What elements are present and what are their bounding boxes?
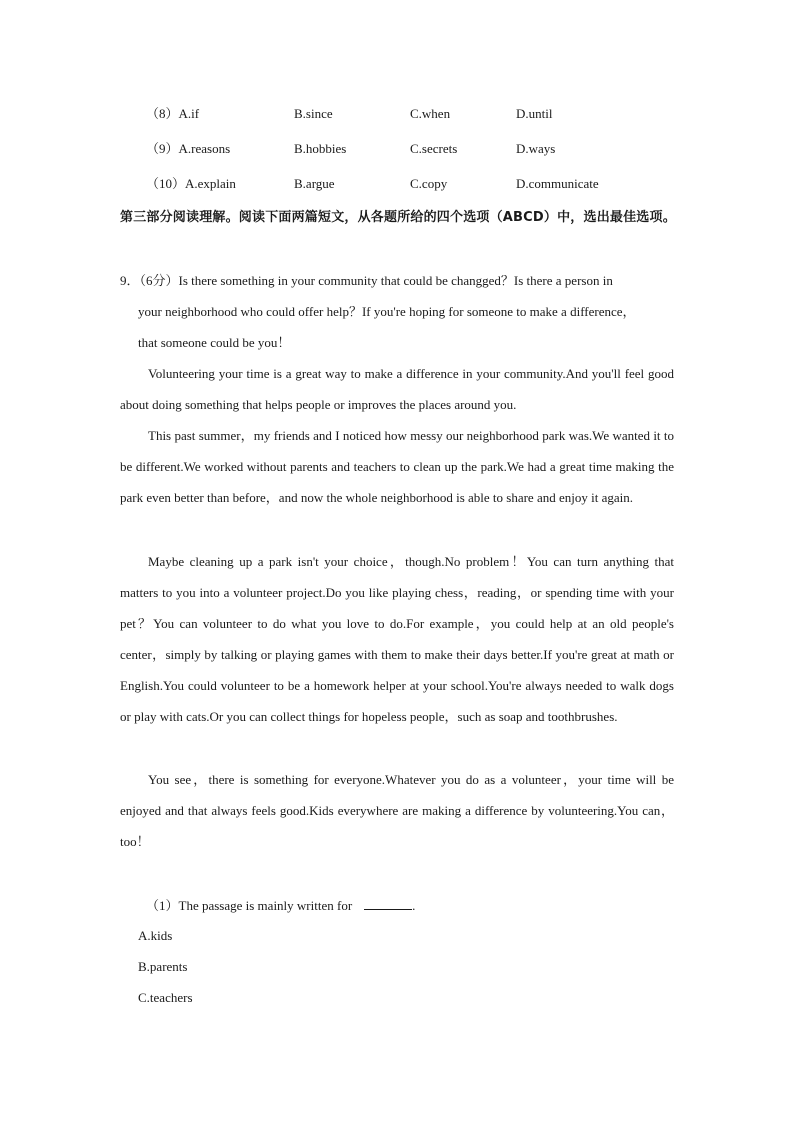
question-intro-2: your neighborhood who could offer help？If you're hoping for someone to make a difference， [138, 304, 636, 319]
option-a [146, 174, 236, 194]
option-d: D.ways [516, 141, 556, 156]
option-c: C.when [410, 106, 451, 121]
option-d: D.communicate [516, 176, 599, 191]
option-number: （9） [146, 141, 179, 156]
option-a-text: A.if [178, 106, 200, 121]
passage-paragraph-4: You see，there is something for everyone.Whatever you do as a volunteer，your time will be enjoyed and that always feels good.Kids everywhere are making a difference by volunteering.You can，too！ [120, 772, 674, 849]
answer-option-b[interactable]: B.parents [138, 959, 188, 974]
option-b: B.hobbies [294, 141, 347, 156]
section-heading: 第三部分阅读理解。阅读下面两篇短文，从各题所给的四个选项（ABCD）中，选出最佳选项。 [120, 210, 676, 225]
option-row-9 [146, 139, 706, 159]
option-number: （8） [146, 106, 179, 121]
option-number: （10） [146, 176, 186, 191]
question-intro-1: Is there something in your community that could be changged？Is there a person in [178, 273, 613, 288]
option-b: B.argue [294, 176, 335, 191]
option-a-text: A.reasons [178, 141, 231, 156]
option-row-10 [146, 174, 706, 194]
option-row-8 [146, 104, 706, 124]
passage-paragraph-3: Maybe cleaning up a park isn't your choice，though.No problem！You can turn anything that matters to you into a volunteer project.Do you like playing chess，reading，or spending time with your pet？You can volunteer to do what you love to do.For example，you could help at an old people's center，simply by talking or playing games with them to make their days better.If you're great at math or English.You could volunteer to be a homework helper at your school.You're always needed to walk dogs or play with cats.Or you can collect things for hopeless people，such as soap and toothbrushes. [120, 554, 674, 724]
option-a [146, 139, 230, 159]
sub-question [146, 890, 415, 921]
sub-question-label: （1）The passage is mainly written for [146, 898, 353, 913]
option-c: C.copy [410, 176, 448, 191]
answer-blank[interactable] [364, 897, 412, 910]
option-c: C.secrets [410, 141, 458, 156]
sub-question-end: . [412, 898, 416, 913]
option-d: D.until [516, 106, 553, 121]
answer-option-a[interactable]: A.kids [138, 928, 173, 943]
answer-option-c[interactable]: C.teachers [138, 990, 193, 1005]
question-line-1 [120, 265, 676, 296]
question-header [120, 265, 676, 358]
option-a-text: A.explain [185, 176, 236, 191]
passage-paragraph-2: This past summer，my friends and I noticed how messy our neighborhood park was.We wanted it to be different.We worked without parents and teachers to clean up the park.We had a great time making the park even better than before，and now the whole neighborhood is able to share and enjoy it again. [120, 428, 674, 505]
option-a [146, 104, 199, 124]
question-number: 9．（6分） [120, 273, 179, 288]
option-b: B.since [294, 106, 333, 121]
passage-paragraph-1: Volunteering your time is a great way to make a difference in your community.And you'll feel good about doing something that helps people or improves the places around you. [120, 366, 674, 412]
question-intro-3: that someone could be you！ [138, 335, 291, 350]
